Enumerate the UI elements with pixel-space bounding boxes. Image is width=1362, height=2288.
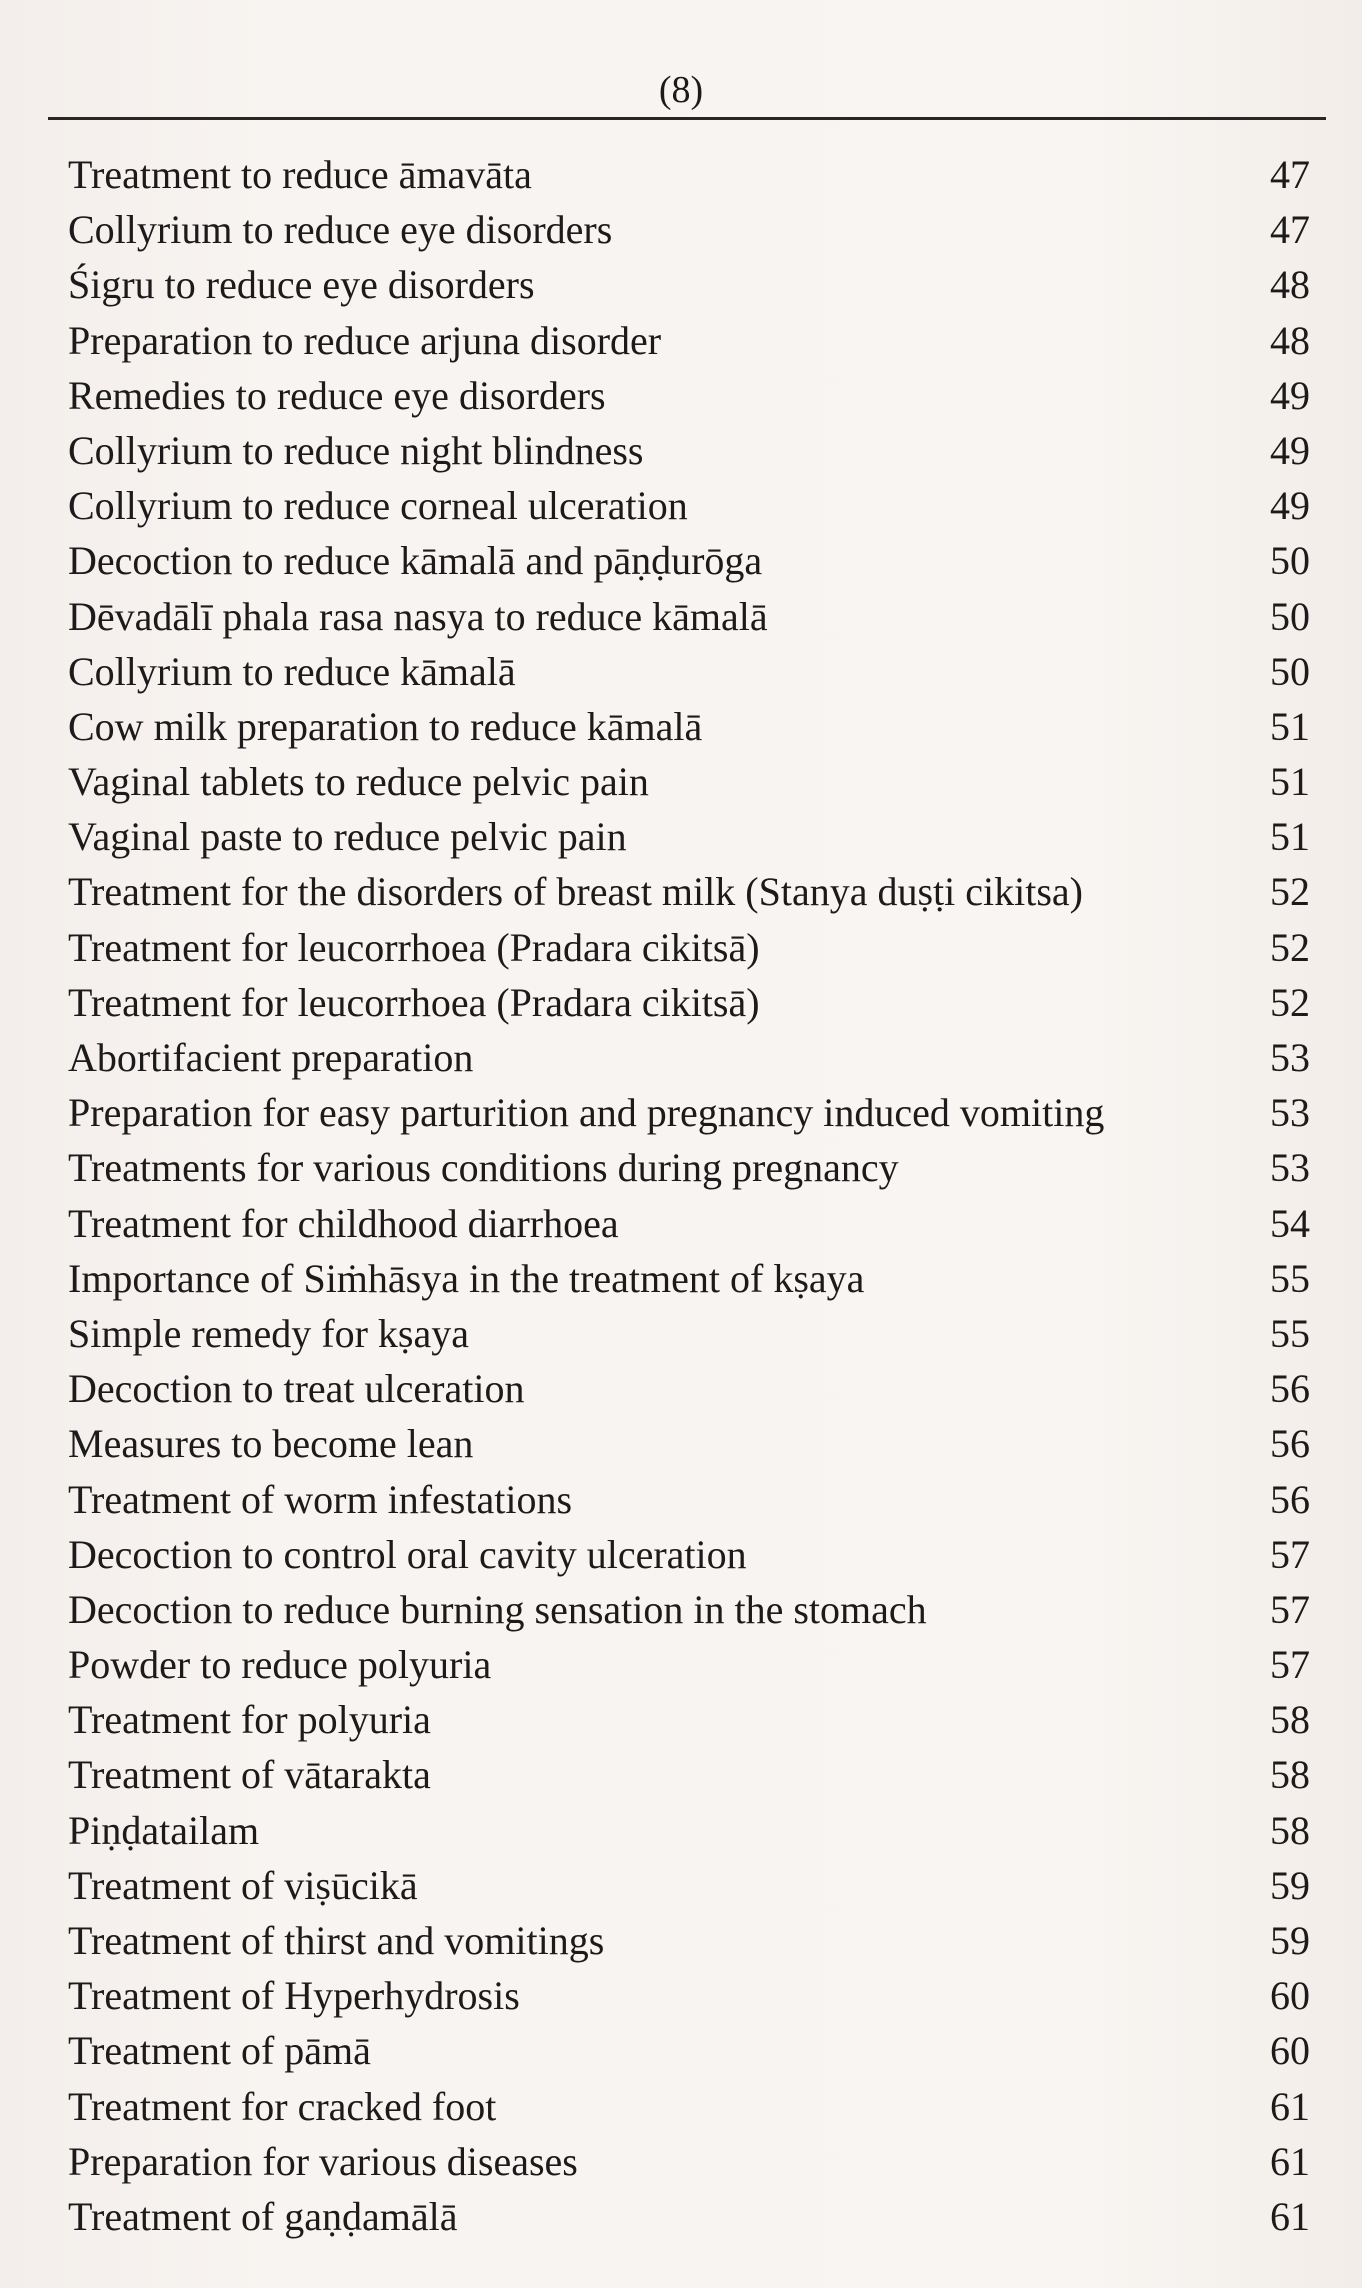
toc-entry: [68, 975, 1310, 1030]
toc-entry-title: Piṇḍatailam: [68, 1807, 260, 1853]
toc-entry: [68, 920, 1310, 975]
toc-entry: [68, 1416, 1310, 1471]
toc-entry: [68, 1361, 1310, 1416]
toc-entry-title: Treatment of viṣūcikā: [68, 1862, 418, 1908]
toc-entry-page-number: 51: [1270, 759, 1310, 805]
toc-entry-page-number: 54: [1270, 1200, 1310, 1246]
toc-entry: [68, 533, 1310, 588]
toc-entry: [68, 1251, 1310, 1306]
toc-entry: [68, 2134, 1310, 2189]
toc-entry: [68, 202, 1310, 257]
toc-entry-title: Treatment of thirst and vomitings: [68, 1918, 605, 1963]
toc-entry-page-number: 47: [1270, 152, 1310, 197]
toc-entry: [68, 1913, 1310, 1968]
toc-entry-title: Preparation for various diseases: [68, 2138, 578, 2184]
toc-entry: [68, 1582, 1310, 1637]
toc-entry-title: Collyrium to reduce kāmalā: [68, 648, 516, 694]
toc-entry-title: Powder to reduce polyuria: [68, 1642, 492, 1688]
toc-entry-page-number: 55: [1270, 1310, 1310, 1356]
toc-entry-title: Importance of Siṁhāsya in the treatment of kṣaya: [68, 1255, 865, 1301]
toc-entry-page-number: 55: [1270, 1255, 1310, 1301]
toc-entry-page-number: 48: [1270, 262, 1310, 308]
header-rule: [48, 117, 1326, 120]
toc-entry: [68, 1803, 1310, 1858]
toc-entry: [68, 147, 1310, 202]
toc-entry: [68, 1637, 1310, 1692]
page-number: (8): [658, 69, 704, 111]
toc-entry: [68, 1858, 1310, 1913]
toc-entry: [68, 809, 1310, 864]
toc-entry-page-number: 59: [1270, 1918, 1310, 1963]
toc-entry-title: Treatment to reduce āmavāta: [68, 152, 532, 197]
toc-entry: [68, 313, 1310, 368]
toc-entry-page-number: 51: [1270, 703, 1310, 749]
toc-entry-title: Preparation to reduce arjuna disorder: [68, 317, 662, 363]
toc-entry-page-number: 50: [1270, 538, 1310, 584]
toc-entry-title: Collyrium to reduce eye disorders: [68, 207, 613, 253]
toc-entry-title: Treatment of gaṇḍamālā: [68, 2193, 458, 2239]
toc-entry-title: Treatment for leucorrhoea (Pradara cikitsā): [68, 979, 760, 1025]
toc-entry-title: Cow milk preparation to reduce kāmalā: [68, 703, 703, 749]
toc-entry-page-number: 61: [1270, 2193, 1310, 2239]
toc-entry-page-number: 49: [1270, 372, 1310, 418]
toc-entry-title: Treatments for various conditions during pregnancy: [68, 1145, 899, 1191]
toc-entry: [68, 864, 1310, 919]
toc-entry: [68, 1140, 1310, 1195]
toc-entry-title: Treatment for the disorders of breast milk (Stanya duṣṭi cikitsa): [68, 869, 1083, 915]
toc-entry: [68, 478, 1310, 533]
toc-entry: [68, 1306, 1310, 1361]
toc-entry: [68, 257, 1310, 312]
toc-entry-page-number: 48: [1270, 317, 1310, 363]
toc-entry-title: Decoction to reduce kāmalā and pāṇḍurōga: [68, 538, 763, 584]
toc-entry-page-number: 58: [1270, 1752, 1310, 1798]
toc-entry: [68, 2189, 1310, 2244]
toc-entry-title: Vaginal tablets to reduce pelvic pain: [68, 759, 649, 805]
toc-entry-title: Abortifacient preparation: [68, 1035, 474, 1080]
toc-entry-page-number: 52: [1270, 869, 1310, 915]
toc-entry: [68, 1472, 1310, 1527]
toc-entry-page-number: 58: [1270, 1807, 1310, 1853]
toc-entry-page-number: 60: [1270, 1973, 1310, 2019]
toc-entry-title: Collyrium to reduce corneal ulceration: [68, 483, 688, 529]
toc-entry-title: Remedies to reduce eye disorders: [68, 372, 606, 418]
toc-entry-title: Dēvadālī phala rasa nasya to reduce kāmalā: [68, 593, 768, 639]
toc-entry: [68, 1527, 1310, 1582]
toc-entry: [68, 423, 1310, 478]
toc-entry-page-number: 49: [1270, 427, 1310, 473]
toc-entry-page-number: 47: [1270, 207, 1310, 253]
toc-entry: [68, 699, 1310, 754]
toc-entry-page-number: 58: [1270, 1697, 1310, 1743]
toc-entry-page-number: 56: [1270, 1366, 1310, 1412]
toc-entry-page-number: 56: [1270, 1476, 1310, 1522]
toc-entry: [68, 1968, 1310, 2023]
toc-entry-title: Treatment for childhood diarrhoea: [68, 1200, 619, 1246]
toc-entry: [68, 368, 1310, 423]
toc-entry-page-number: 57: [1270, 1642, 1310, 1688]
toc-entry-title: Treatment for leucorrhoea (Pradara cikitsā): [68, 924, 760, 970]
toc-entry-title: Measures to become lean: [68, 1421, 474, 1467]
toc-entry-page-number: 52: [1270, 979, 1310, 1025]
toc-entry-title: Collyrium to reduce night blindness: [68, 427, 644, 473]
toc-entry-title: Treatment of worm infestations: [68, 1476, 573, 1522]
toc-entry-page-number: 50: [1270, 648, 1310, 694]
toc-entry-title: Śigru to reduce eye disorders: [68, 262, 535, 308]
toc-entry-title: Treatment of Hyperhydrosis: [68, 1973, 520, 2019]
toc-entry-title: Decoction to reduce burning sensation in the stomach: [68, 1586, 927, 1632]
toc-entry-title: Simple remedy for kṣaya: [68, 1310, 469, 1356]
toc-entry: [68, 589, 1310, 644]
toc-entry-title: Preparation for easy parturition and pregnancy induced vomiting: [68, 1090, 1105, 1136]
toc-entry-title: Treatment for cracked foot: [68, 2083, 497, 2129]
toc-entry: [68, 2079, 1310, 2134]
toc-entry-title: Decoction to treat ulceration: [68, 1366, 525, 1412]
toc-entry-page-number: 57: [1270, 1586, 1310, 1632]
toc-entry-title: Treatment for polyuria: [68, 1697, 431, 1743]
toc-entry-title: Decoction to control oral cavity ulceration: [68, 1531, 747, 1577]
toc-entry-page-number: 53: [1270, 1090, 1310, 1136]
toc-entry-page-number: 61: [1270, 2083, 1310, 2129]
toc-entry-page-number: 57: [1270, 1531, 1310, 1577]
toc-entry: [68, 1196, 1310, 1251]
toc-entry: [68, 1030, 1310, 1085]
toc-entry-page-number: 59: [1270, 1862, 1310, 1908]
toc-entry-title: Treatment of vātarakta: [68, 1752, 431, 1798]
toc-entry-page-number: 60: [1270, 2028, 1310, 2074]
toc-entry-page-number: 53: [1270, 1035, 1310, 1080]
toc-entry: [68, 1085, 1310, 1140]
toc-entry-page-number: 56: [1270, 1421, 1310, 1467]
toc-entry-page-number: 51: [1270, 814, 1310, 860]
toc-entry-page-number: 50: [1270, 593, 1310, 639]
toc-entry: [68, 1692, 1310, 1747]
toc-entry: [68, 754, 1310, 809]
table-of-contents: [68, 147, 1310, 2244]
toc-entry: [68, 1747, 1310, 1802]
toc-entry-page-number: 52: [1270, 924, 1310, 970]
toc-entry-page-number: 53: [1270, 1145, 1310, 1191]
toc-entry-page-number: 49: [1270, 483, 1310, 529]
toc-entry: [68, 2023, 1310, 2078]
toc-entry-page-number: 61: [1270, 2138, 1310, 2184]
toc-entry-title: Treatment of pāmā: [68, 2028, 371, 2074]
toc-entry: [68, 644, 1310, 699]
toc-entry-title: Vaginal paste to reduce pelvic pain: [68, 814, 627, 860]
